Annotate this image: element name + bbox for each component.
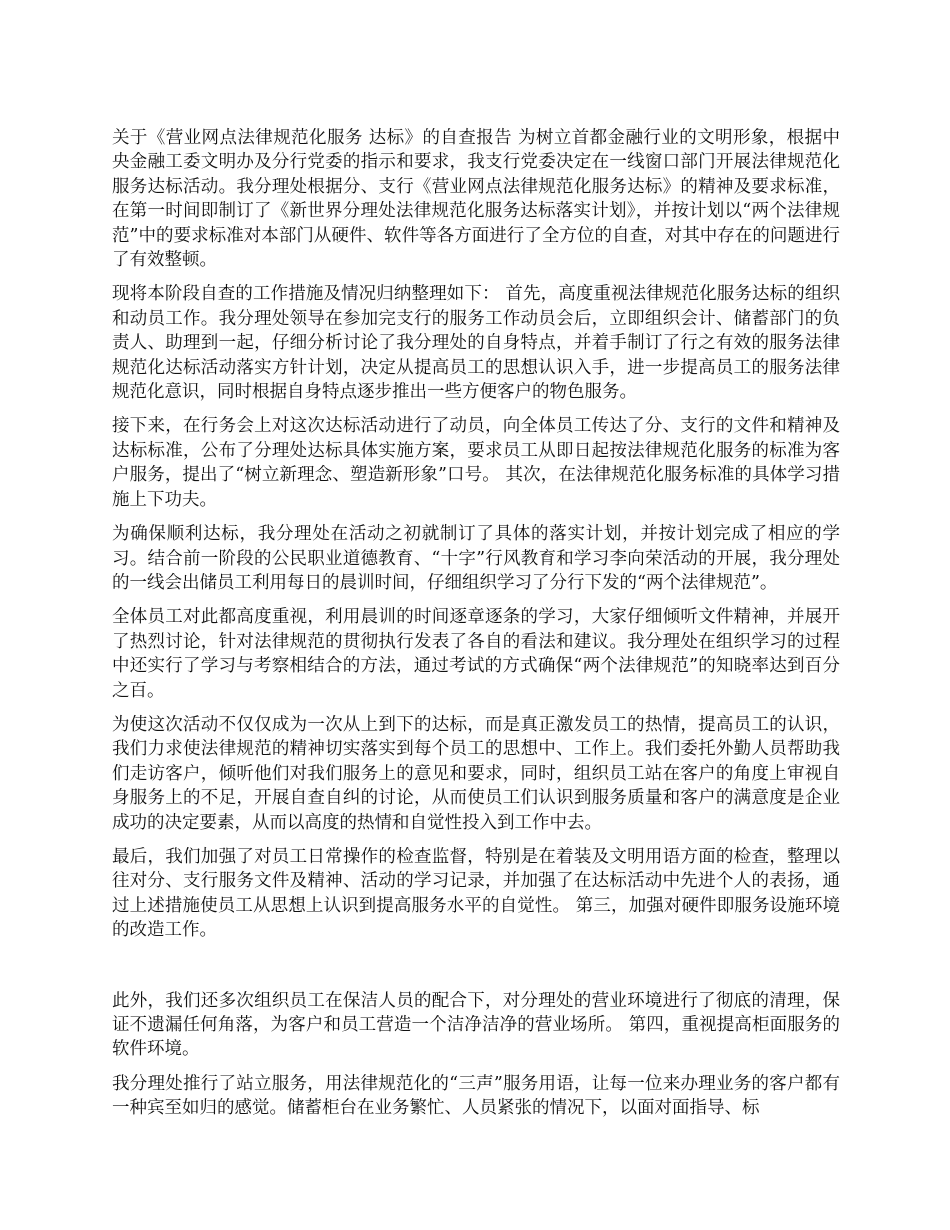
paragraph-supervision: 最后，我们加强了对员工日常操作的检查监督，特别是在着装及文明用语方面的检查，整理以往对分、支行服务文件及精神、活动的学习记录，并加强了在达标活动中先进个人的表扬，通过上述措施使员工从思想上认识到提高服务水平的自觉性。 第三，加强对硬件即服务设施环境的改造工作。 <box>112 846 840 941</box>
paragraph-first-measure: 现将本阶段自查的工作措施及情况归纳整理如下： 首先，高度重视法律规范化服务达标的组织和动员工作。我分理处领导在参加完支行的服务工作动员会后，立即组织会计、储蓄部门的负责人、助理到一起，仔细分析讨论了我分理处的自身特点，并着手制订了行之有效的服务法律规范化达标活动落实方针计划，决定从提高员工的思想认识入手，进一步提高员工的服务法律规范化意识，同时根据自身特点逐步推出一些方便客户的物色服务。 <box>112 284 840 403</box>
paragraph-intro: 关于《营业网点法律规范化服务 达标》的自查报告 为树立首都金融行业的文明形象，根据中央金融工委文明办及分行党委的指示和要求，我支行党委决定在一线窗口部门开展法律规范化服务达标活动。我分理处根据分、支行《营业网点法律规范化服务达标》的精神及要求标准，在第一时间即制订了《新世界分理处法律规范化服务达标落实计划》，并按计划以“两个法律规范”中的要求标准对本部门从硬件、软件等各方面进行了全方位的自查，对其中存在的问题进行了有效整顿。 <box>112 128 840 271</box>
paragraph-staff-study: 全体员工对此都高度重视，利用晨训的时间逐章逐条的学习，大家仔细倾听文件精神，并展开了热烈讨论，针对法律规范的贯彻执行发表了各自的看法和建议。我分理处在组织学习的过程中还实行了学习与考察相结合的方法，通过考试的方式确保“两个法律规范”的知晓率达到百分之百。 <box>112 607 840 701</box>
document-body <box>112 126 840 1131</box>
paragraph-study-plan: 为确保顺利达标，我分理处在活动之初就制订了具体的落实计划，并按计划完成了相应的学习。结合前一阶段的公民职业道德教育、“十字”行风教育和学习李向荣活动的开展，我分理处的一线会出储员工利用每日的晨训时间，仔细组织学习了分行下发的“两个法律规范”。 <box>112 524 840 593</box>
paragraph-environment: 此外，我们还多次组织员工在保洁人员的配合下，对分理处的营业环境进行了彻底的清理，保证不遗漏任何角落，为客户和员工营造一个洁净洁净的营业场所。 第四，重视提高柜面服务的软件环境。 <box>112 990 840 1060</box>
paragraph-mobilization: 接下来，在行务会上对这次达标活动进行了动员，向全体员工传达了分、支行的文件和精神及达标标准，公布了分理处达标具体实施方案，要求员工从即日起按法律规范化服务的标准为客户服务，提出了“树立新理念、塑造新形象”口号。 其次，在法律规范化服务标准的具体学习措施上下功夫。 <box>112 416 840 510</box>
paragraph-customer-visits: 为使这次活动不仅仅成为一次从上到下的达标，而是真正激发员工的热情，提高员工的认识，我们力求使法律规范的精神切实落实到每个员工的思想中、工作上。我们委托外勤人员帮助我们走访客户，倾听他们对我们服务上的意见和要求，同时，组织员工站在客户的角度上审视自身服务上的不足，开展自查自纠的讨论，从而使员工们认识到服务质量和客户的满意度是企业成功的决定要素，从而以高度的热情和自觉性投入到工作中去。 <box>112 714 840 833</box>
paragraph-standing-service: 我分理处推行了站立服务，用法律规范化的“三声”服务用语，让每一位来办理业务的客户都有一种宾至如归的感觉。储蓄柜台在业务繁忙、人员紧张的情况下，以面对面指导、标 <box>112 1073 840 1119</box>
